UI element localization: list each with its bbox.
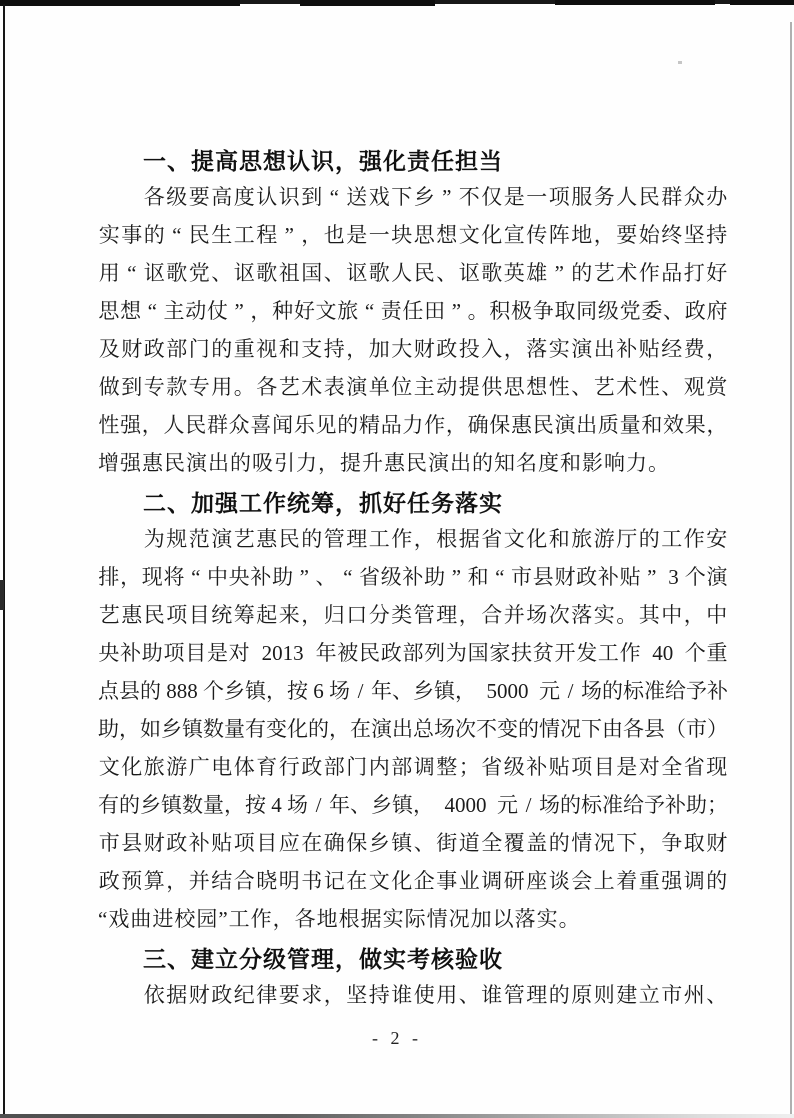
text-line: 思 想 “ 主 动 仗 ” ， 种 好 文 旅 “ 责 任 田 ” 。 积 极 争 取 同 级 党 委 、 政 府 (98, 298, 728, 323)
text-line: 文 化 旅 游 广 电 体 育 行 政 部 门 内 部 调 整 ； 省 级 补 贴 项 目 是 对 全 省 现 (98, 754, 728, 779)
page-number: - 2 - (372, 1028, 422, 1048)
text-line: 助 ， 如 乡 镇 数 量 有 变 化 的 ， 在 演 出 总 场 次 不 变 的 情 况 下 由 各 县 （ 市 ） (98, 716, 728, 741)
document-section (98, 140, 728, 482)
text-line: “戏曲进校园”工作，各地根据实际情况加以落实。 (98, 907, 581, 931)
text-line: 央 补 助 项 目 是 对 2013 年 被 民 政 部 列 为 国 家 扶 贫 开 发 工 作 40 个 重 (98, 640, 728, 665)
scan-edge-bottom (0, 1114, 794, 1118)
document-section (98, 938, 728, 1014)
text-line: 实 事 的 “ 民 生 工 程 ” ， 也 是 一 块 思 想 文 化 宣 传 阵 地 ， 要 始 终 坚 持 (98, 222, 728, 247)
scan-edge-top (0, 0, 794, 4)
document-content (98, 140, 728, 1014)
text-line: 依 据 财 政 纪 律 要 求 ， 坚 持 谁 使 用 、 谁 管 理 的 原 则 建 立 市 州 、 (143, 982, 728, 1007)
section-heading: 二、加强工作统筹，抓好任务落实 (143, 489, 503, 516)
section-heading: 三、建立分级管理，做实考核验收 (143, 945, 503, 972)
scan-edge-left (3, 4, 5, 1114)
text-line: 有 的 乡 镇 数 量 ， 按 4 场 / 年 、 乡 镇 ， 4000 元 / 场 的 标 准 给 予 补 助 ； (98, 792, 728, 817)
text-line: 市 县 财 政 补 贴 项 目 应 在 确 保 乡 镇 、 街 道 全 覆 盖 的 情 况 下 ， 争 取 财 (98, 830, 728, 855)
text-line: 做 到 专 款 专 用 。 各 艺 术 表 演 单 位 主 动 提 供 思 想 性 、 艺 术 性 、 观 赏 (98, 374, 728, 399)
text-line: 艺 惠 民 项 目 统 筹 起 来 ， 归 口 分 类 管 理 ， 合 并 场 次 落 实 。 其 中 ， 中 (98, 602, 728, 627)
text-line: 排 ， 现 将 “ 中 央 补 助 ” 、 “ 省 级 补 助 ” 和 “ 市 县 财 政 补 贴 ” 3 个 演 (98, 564, 728, 589)
text-line: 点 县 的 888 个 乡 镇 ， 按 6 场 / 年 、 乡 镇 ， 5000 元 / 场 的 标 准 给 予 补 (98, 678, 728, 703)
scan-speck (678, 61, 682, 64)
text-line: 增强惠民演出的吸引力，提升惠民演出的知名度和影响力。 (98, 451, 670, 475)
scan-edge-top-segment (555, 0, 715, 5)
scan-edge-top-segment (0, 0, 240, 6)
document-section (98, 482, 728, 938)
text-line: 性 强 ， 人 民 群 众 喜 闻 乐 见 的 精 品 力 作 ， 确 保 惠 民 演 出 质 量 和 效 果 ， (98, 412, 728, 437)
scan-edge-top-segment (300, 0, 435, 6)
text-line: 用 “ 讴 歌 党 、 讴 歌 祖 国 、 讴 歌 人 民 、 讴 歌 英 雄 ” 的 艺 术 作 品 打 好 (98, 260, 728, 285)
scan-edge-right (790, 22, 792, 1114)
text-line: 政 预 算 ， 并 结 合 晓 明 书 记 在 文 化 企 事 业 调 研 座 谈 会 上 着 重 强 调 的 (98, 868, 728, 893)
text-line: 各 级 要 高 度 认 识 到 “ 送 戏 下 乡 ” 不 仅 是 一 项 服 务 人 民 群 众 办 (143, 184, 728, 209)
text-line: 及 财 政 部 门 的 重 视 和 支 持 ， 加 大 财 政 投 入 ， 落 实 演 出 补 贴 经 费 ， (98, 336, 728, 361)
text-line: 为 规 范 演 艺 惠 民 的 管 理 工 作 ， 根 据 省 文 化 和 旅 游 厅 的 工 作 安 (143, 526, 728, 551)
scan-edge-top-segment (730, 0, 794, 5)
scan-edge-left-mark (0, 580, 4, 610)
section-heading: 一、提高思想认识，强化责任担当 (143, 147, 503, 174)
